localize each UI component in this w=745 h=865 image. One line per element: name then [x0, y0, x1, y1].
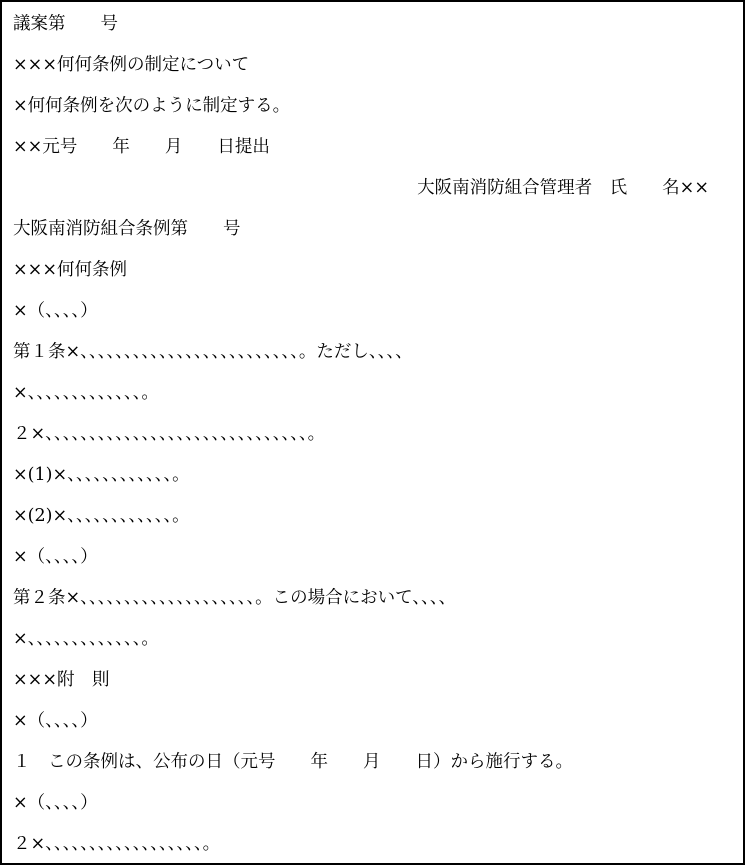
article-2: 第２条×、、、、、、、、、、、、、、、、、、、、。この場合において、、、、 [13, 588, 457, 608]
article-2-continuation: ×、、、、、、、、、、、、、。 [13, 629, 159, 649]
article-1-item-1: ×(1)×、、、、、、、、、、、、。 [13, 465, 190, 485]
supplementary-provision-1: １ この条例は、公布の日（元号 年 月 日）から施行する。 [13, 752, 573, 772]
article-caption: ×（、、、、） [13, 793, 98, 813]
ordinance-title: ×××何何条例 [13, 260, 127, 280]
supplementary-provision-2: ２×、、、、、、、、、、、、、、、、、、。 [13, 834, 221, 854]
bill-number: 議案第 号 [13, 14, 118, 34]
article-1-item-2: ×(2)×、、、、、、、、、、、、。 [13, 506, 190, 526]
article-caption: ×（、、、、） [13, 711, 98, 731]
submission-date: ××元号 年 月 日提出 [13, 137, 270, 157]
bill-subject: ×××何何条例の制定について [13, 55, 250, 75]
bill-proposal: ×何何条例を次のように制定する。 [13, 96, 291, 116]
supplementary-provisions-heading: ×××附 則 [13, 670, 110, 690]
ordinance-number: 大阪南消防組合条例第 号 [13, 219, 241, 239]
article-caption: ×（、、、、） [13, 301, 98, 321]
article-1: 第１条×、、、、、、、、、、、、、、、、、、、、、、、、、。ただし、、、、 [13, 342, 413, 362]
article-1-paragraph-2: ２×、、、、、、、、、、、、、、、、、、、、、、、、、、、、、、。 [13, 424, 326, 444]
article-1-continuation: ×、、、、、、、、、、、、、。 [13, 383, 159, 403]
article-caption: ×（、、、、） [13, 547, 98, 567]
submitter: 大阪南消防組合管理者 氏 名×× [417, 178, 709, 198]
